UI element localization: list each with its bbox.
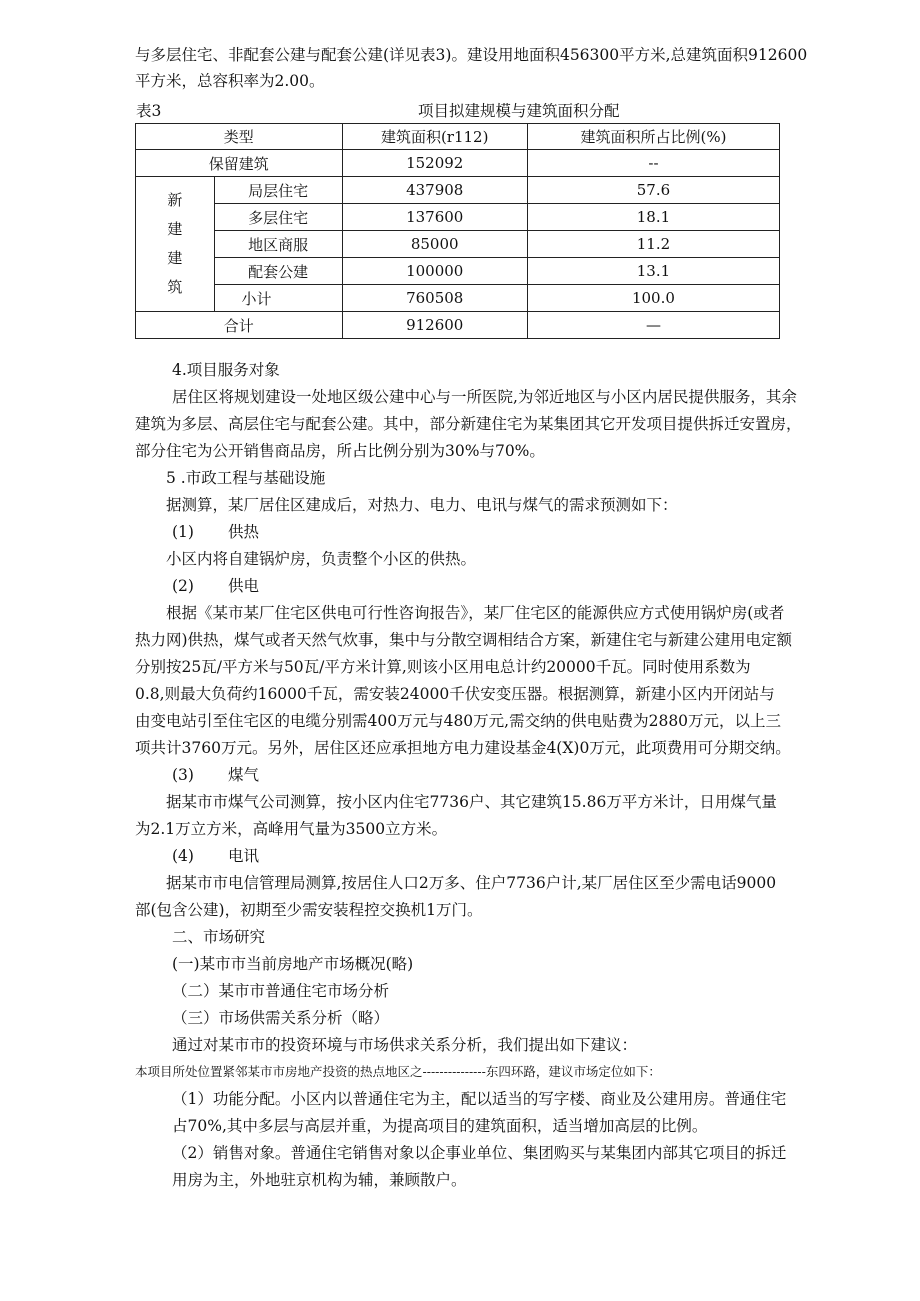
section-4-heading: 4.项目服务对象 [172, 361, 280, 379]
row-name: 局层住宅 [214, 177, 342, 204]
row-percent: 18.1 [527, 204, 779, 231]
row-percent: — [527, 312, 779, 339]
telecom-label: 电讯 [228, 847, 260, 865]
table-row [136, 177, 780, 204]
row-percent: 57.6 [527, 177, 779, 204]
row-name: 小计 [214, 285, 342, 312]
gas-number: (3) [172, 766, 194, 784]
row-name: 配套公建 [214, 258, 342, 285]
power-line-3: 分别按25瓦/平方米与50瓦/平方米计算,则该小区用电总计约20000千瓦。同时使用系数为 [135, 658, 751, 676]
row-area: 152092 [342, 150, 527, 177]
table-total-row [136, 312, 780, 339]
table-row [136, 204, 780, 231]
heating-text: 小区内将自建锅炉房，负责整个小区的供热。 [166, 550, 477, 568]
row-area: 760508 [342, 285, 527, 312]
power-number: (2) [172, 577, 194, 595]
market-sub-2: （二）某市市普通住宅市场分析 [172, 982, 390, 1000]
power-label: 供电 [228, 577, 260, 595]
power-line-4: 0.8,则最大负荷约16000千瓦，需安装24000千伏安变压器。根据测算，新建小区内开闭站与 [135, 685, 775, 703]
table-row [136, 231, 780, 258]
new-building-group-label: 新 建 建 筑 [136, 177, 215, 312]
table-row [136, 258, 780, 285]
header-type: 类型 [136, 124, 343, 150]
market-paragraph: 通过对某市市的投资环境与市场供求关系分析，我们提出如下建议： [172, 1036, 638, 1054]
table-title: 项目拟建规模与建筑面积分配 [418, 102, 620, 120]
telecom-line-1: 据某市市电信管理局测算,按居住人口2万多、住户7736户计,某厂居住区至少需电话9000 [166, 874, 777, 892]
row-area: 912600 [342, 312, 527, 339]
row-name: 地区商服 [214, 231, 342, 258]
market-sub-1: (一)某市市当前房地产市场概况(略) [172, 955, 414, 973]
header-percent: 建筑面积所占比例(%) [527, 124, 779, 150]
gas-label: 煤气 [228, 766, 260, 784]
row-name: 保留建筑 [136, 150, 343, 177]
market-sub-3: （三）市场供需关系分析（略） [172, 1009, 390, 1027]
power-line-6: 项共计3760万元。另外，居住区还应承担地方电力建设基金4(X)0万元，此项费用可分期交纳。 [135, 739, 791, 757]
market-positioning-note: 本项目所处位置紧邻某市市房地产投资的热点地区之---------------东四环路，建议市场定位如下： [135, 1064, 661, 1079]
market-heading: 二、市场研究 [172, 928, 266, 946]
row-percent: 100.0 [527, 285, 779, 312]
row-area: 100000 [342, 258, 527, 285]
recommendation-1-line-2: 占70%,其中多层与高层并重，为提高项目的建筑面积，适当增加高层的比例。 [172, 1117, 708, 1135]
section-4-line-1: 居住区将规划建设一处地区级公建中心与一所医院,为邻近地区与小区内居民提供服务，其余 [172, 388, 797, 406]
section-4-line-2: 建筑为多层、高层住宅与配套公建。其中，部分新建住宅为某集团其它开发项目提供拆迁安置房， [135, 415, 802, 433]
table-header-row [136, 124, 780, 150]
section-5-heading: 5 .市政工程与基础设施 [166, 469, 326, 487]
intro-line-1: 与多层住宅、非配套公建与配套公建(详见表3)。建设用地面积456300平方米,总建筑面积912600 [135, 46, 808, 64]
telecom-line-2: 部(包含公建)，初期至少需安装程控交换机1万门。 [135, 901, 483, 919]
row-percent: 13.1 [527, 258, 779, 285]
row-name: 多层住宅 [214, 204, 342, 231]
row-area: 85000 [342, 231, 527, 258]
area-distribution-table [135, 123, 780, 339]
heating-number: (1) [172, 523, 194, 541]
row-percent: -- [527, 150, 779, 177]
power-line-1: 根据《某市某厂住宅区供电可行性咨询报告》，某厂住宅区的能源供应方式使用锅炉房(或者 [166, 604, 785, 622]
table-row [136, 150, 780, 177]
telecom-number: (4) [172, 847, 194, 865]
row-area: 437908 [342, 177, 527, 204]
section-4-line-3: 部分住宅为公开销售商品房，所占比例分别为30%与70%。 [135, 442, 545, 460]
intro-line-2: 平方米，总容积率为2.00。 [135, 72, 325, 90]
power-line-2: 热力网)供热，煤气或者天然气炊事，集中与分散空调相结合方案，新建住宅与新建公建用电定额 [135, 631, 793, 649]
gas-line-2: 为2.1万立方米，高峰用气量为3500立方米。 [135, 820, 448, 838]
row-area: 137600 [342, 204, 527, 231]
row-percent: 11.2 [527, 231, 779, 258]
header-area: 建筑面积(r112) [342, 124, 527, 150]
gas-line-1: 据某市市煤气公司测算，按小区内住宅7736户、其它建筑15.86万平方米计，日用煤气量 [166, 793, 777, 811]
recommendation-1-line-1: （1）功能分配。小区内以普通住宅为主，配以适当的写字楼、商业及公建用房。普通住宅 [172, 1090, 787, 1108]
section-5-intro: 据测算，某厂居住区建成后，对热力、电力、电讯与煤气的需求预测如下： [166, 496, 678, 514]
table-row [136, 285, 780, 312]
recommendation-2-line-2: 用房为主，外地驻京机构为辅，兼顾散户。 [172, 1171, 467, 1189]
table-label: 表3 [136, 102, 162, 120]
power-line-5: 由变电站引至住宅区的电缆分别需400万元与480万元,需交纳的供电贴费为2880万元，以上三 [135, 712, 782, 730]
heating-label: 供热 [228, 523, 260, 541]
row-name: 合计 [136, 312, 343, 339]
recommendation-2-line-1: （2）销售对象。普通住宅销售对象以企事业单位、集团购买与某集团内部其它项目的拆迁 [172, 1144, 787, 1162]
